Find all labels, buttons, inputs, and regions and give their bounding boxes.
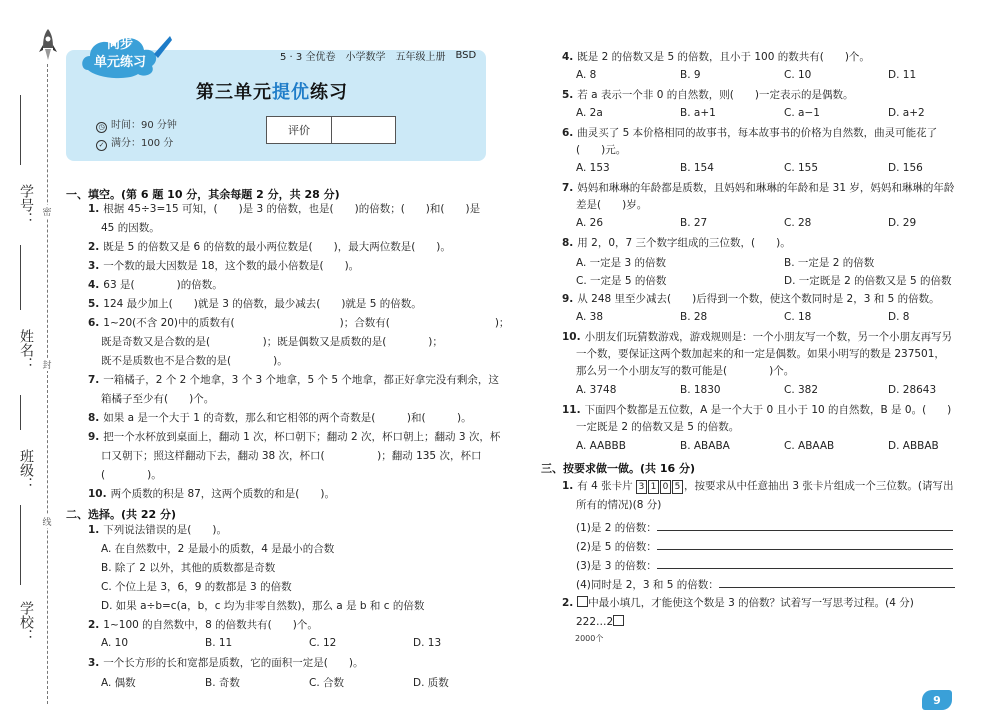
class-label: 班级： [18, 449, 34, 491]
choice-q4-a[interactable]: A. 8 [576, 69, 597, 81]
task-q2-expression: 222…2 [576, 615, 624, 629]
choice-q1-a[interactable]: A. 在自然数中，2 是最小的质数，4 是最小的合数 [101, 543, 335, 555]
binding-dashed-line [47, 64, 48, 704]
choice-q8: 8. 用 2，0，7 三个数字组成的三位数，( )。 [562, 237, 791, 249]
choice-q3-options [101, 675, 481, 689]
choice-q8-options-1 [576, 255, 956, 269]
choice-q7-a[interactable]: A. 26 [576, 217, 604, 229]
choice-q3-a[interactable]: A. 偶数 [101, 677, 136, 689]
fill-q6-line3: 既不是质数也不是合数的是( )。 [101, 355, 288, 367]
fill-q5: 5. 124 最少加上( )就是 3 的倍数，最少减去( )就是 5 的倍数。 [88, 298, 422, 310]
choice-q10-a[interactable]: A. 3748 [576, 384, 617, 396]
choice-q9: 9. 从 248 里至少减去( )后得到一个数，使这个数同时是 2，3 和 5 的倍数。 [562, 293, 940, 305]
choice-q11-b[interactable]: B. ABABA [680, 440, 730, 452]
name-line [20, 245, 21, 310]
task-q2: 2. 中最小填几，才能使这个数是 3 的倍数？试着写一写思考过程。(4 分) [562, 597, 914, 609]
fill-q6-line2: 既是奇数又是合数的是( )；既是偶数又是质数的是( )； [101, 336, 443, 348]
choice-q11-a[interactable]: A. AABBB [576, 440, 626, 452]
seal-feng: 封 [41, 358, 53, 371]
choice-q6-d[interactable]: D. 156 [888, 162, 923, 174]
fill-q7: 7. 一箱橘子，2 个 2 个地拿，3 个 3 个地拿，5 个 5 个地拿，都正好拿完没有剩余，这 [88, 374, 499, 386]
choice-q7-line2: 差是( )岁。 [576, 199, 648, 211]
task-q1: 1. 有 4 张卡片 3 1 0 5 ，按要求从中任意抽出 3 张卡片组成一个三位数。(请写出 [562, 480, 954, 492]
choice-q4-d[interactable]: D. 11 [888, 69, 917, 81]
task-q1-3: (3)是 3 的倍数： [576, 557, 953, 573]
choice-q1: 1. 下列说法错误的是( )。 [88, 524, 227, 536]
unit-title [196, 78, 348, 104]
fill-q2: 2. 既是 5 的倍数又是 6 的倍数的最小两位数是( )，最大两位数是( )。 [88, 241, 451, 253]
fill-q1-line2: 45 的因数。 [101, 222, 160, 234]
choice-q8-options-2 [576, 273, 956, 287]
choice-q3: 3. 一个长方形的长和宽都是质数，它的面积一定是( )。 [88, 657, 364, 669]
choice-q5-b[interactable]: B. a+1 [680, 107, 716, 119]
choice-q3-d[interactable]: D. 质数 [413, 677, 449, 689]
section-2-title: 二、选择。(共 22 分) [66, 508, 177, 521]
choice-q2-options [101, 637, 481, 651]
seal-mi: 密 [41, 205, 53, 218]
clock-icon: ◷ [96, 122, 107, 133]
choice-q2-c[interactable]: C. 12 [309, 637, 337, 649]
choice-q7-c[interactable]: C. 28 [784, 217, 812, 229]
choice-q7: 7. 妈妈和琳琳的年龄都是质数，且妈妈和琳琳的年龄和是 31 岁，妈妈和琳琳的年龄 [562, 182, 955, 194]
badge-line-1: 同步 [106, 37, 133, 52]
choice-q1-b[interactable]: B. 除了 2 以外，其他的质数都是奇数 [101, 562, 276, 574]
choice-q7-d[interactable]: D. 29 [888, 217, 917, 229]
page-number: 9 [922, 690, 952, 710]
choice-q5-options [576, 107, 956, 121]
choice-q1-c[interactable]: C. 个位上是 3，6，9 的数都是 3 的倍数 [101, 581, 292, 593]
answer-line-4[interactable] [719, 576, 955, 588]
choice-q6-a[interactable]: A. 153 [576, 162, 610, 174]
choice-q5: 5. 若 a 表示一个非 0 的自然数，则( )一定表示的是偶数。 [562, 89, 854, 101]
choice-q9-options [576, 311, 956, 325]
choice-q6-b[interactable]: B. 154 [680, 162, 714, 174]
card-1: 1 [648, 480, 659, 494]
section-1-title: 一、填空。(第 6 题 10 分，其余每题 2 分，共 28 分) [66, 188, 340, 201]
task-q1-1: (1)是 2 的倍数： [576, 519, 953, 535]
choice-q9-c[interactable]: C. 18 [784, 311, 812, 323]
choice-q7-b[interactable]: B. 27 [680, 217, 708, 229]
task-q1-line2: 所有的情况)(8 分) [576, 499, 662, 511]
answer-line-2[interactable] [657, 538, 953, 550]
choice-q4-options [576, 69, 956, 83]
choice-q11-line2: 一定既是 2 的倍数又是 5 的倍数。 [576, 421, 740, 433]
choice-q2-d[interactable]: D. 13 [413, 637, 442, 649]
series-strip [280, 46, 486, 64]
edition: BSD [455, 49, 477, 61]
fill-q8: 8. 如果 a 是一个大于 1 的奇数，那么和它相邻的两个奇数是( )和( )。 [88, 412, 472, 424]
class-line [20, 395, 21, 430]
choice-q1-d[interactable]: D. 如果 a÷b=c(a，b，c 均为非零自然数)，那么 a 是 b 和 c 的倍数 [101, 600, 425, 612]
score-info [96, 134, 173, 151]
blank-digit-box[interactable] [613, 615, 624, 626]
choice-q6: 6. 曲灵买了 5 本价格相同的故事书，每本故事书的价格为自然数，曲灵可能花了 [562, 127, 938, 139]
fill-q3: 3. 一个数的最大因数是 18，这个数的最小倍数是( )。 [88, 260, 360, 272]
choice-q6-line2: ( )元。 [576, 144, 627, 156]
answer-line-3[interactable] [657, 557, 953, 569]
choice-q10-line2: 一个数，要保证这两个数加起来的和一定是偶数。如果小明写的数是 237501， [576, 348, 945, 360]
fill-q9-line3: ( )。 [101, 469, 162, 481]
card-5: 5 [672, 480, 683, 494]
choice-q11-d[interactable]: D. ABBAB [888, 440, 939, 452]
choice-q10-d[interactable]: D. 28643 [888, 384, 937, 396]
choice-q8-a[interactable]: A. 一定是 3 的倍数 [576, 257, 667, 269]
school-line [20, 505, 21, 585]
series-name: 5 · 3 全优卷 [280, 51, 336, 63]
choice-q11-options [576, 440, 956, 454]
fill-q9: 9. 把一个水杯放到桌面上，翻动 1 次，杯口朝下；翻动 2 次，杯口朝上；翻动 3 次，杯 [88, 431, 501, 443]
choice-q8-d[interactable]: D. 一定既是 2 的倍数又是 5 的倍数 [784, 275, 952, 287]
choice-q2-b[interactable]: B. 11 [205, 637, 233, 649]
score-text: 满分：100 分 [111, 138, 174, 149]
choice-q10-options [576, 384, 956, 398]
choice-q9-d[interactable]: D. 8 [888, 311, 910, 323]
title-highlight: 提优 [272, 82, 310, 103]
rating-label: 评价 [267, 117, 332, 143]
choice-q2: 2. 1~100 的自然数中，8 的倍数共有( )个。 [88, 619, 318, 631]
choice-q6-options [576, 162, 956, 176]
rating-field[interactable] [332, 117, 395, 143]
task-q1-2: (2)是 5 的倍数： [576, 538, 953, 554]
title-pre: 第三单元 [196, 82, 272, 103]
grade: 五年级上册 [395, 51, 446, 63]
choice-q10-b[interactable]: B. 1830 [680, 384, 721, 396]
digit-count-label: 2000个 [575, 634, 604, 643]
fill-q1: 1. 根据 45÷3=15 可知，( )是 3 的倍数，也是( )的倍数；( )和( )是 [88, 203, 481, 215]
rating-box [266, 116, 396, 144]
answer-line-1[interactable] [657, 519, 953, 531]
blank-box-icon [577, 596, 588, 607]
choice-q5-a[interactable]: A. 2a [576, 107, 603, 119]
check-icon: ✓ [96, 140, 107, 151]
choice-q4-b[interactable]: B. 9 [680, 69, 701, 81]
fill-q10: 10. 两个质数的积是 87，这两个质数的和是( )。 [88, 488, 335, 500]
choice-q7-options [576, 217, 956, 231]
name-label: 姓名： [18, 329, 34, 371]
choice-q5-c[interactable]: C. a−1 [784, 107, 820, 119]
binding-margin [0, 0, 60, 727]
choice-q3-c[interactable]: C. 合数 [309, 677, 345, 689]
card-3: 3 [636, 480, 647, 494]
fill-q9-line2: 口又朝下；照这样翻动下去，翻动 38 次，杯口( )；翻动 135 次，杯口 [101, 450, 482, 462]
choice-q10: 10. 小朋友们玩猜数游戏，游戏规则是：一个小朋友写一个数，另一个小朋友再写另 [562, 331, 953, 343]
choice-q9-b[interactable]: B. 28 [680, 311, 708, 323]
choice-q3-b[interactable]: B. 奇数 [205, 677, 240, 689]
fill-q6: 6. 1~20(不含 20)中的质数有( )；合数有( )； [88, 317, 510, 329]
student-id-line [20, 95, 21, 165]
card-0: 0 [660, 480, 671, 494]
choice-q10-c[interactable]: C. 382 [784, 384, 819, 396]
fill-q7-line2: 箱橘子至少有( )个。 [101, 393, 215, 405]
subject: 小学数学 [345, 51, 386, 63]
choice-q11: 11. 下面四个数都是五位数，A 是一个大于 0 且小于 10 的自然数，B 是 0。( ) [562, 404, 952, 416]
badge [80, 30, 176, 82]
choice-q11-c[interactable]: C. ABAAB [784, 440, 835, 452]
time-text: 时间：90 分钟 [111, 120, 177, 131]
choice-q4-c[interactable]: C. 10 [784, 69, 812, 81]
badge-line-2: 单元练习 [93, 55, 146, 70]
rocket-icon [38, 28, 58, 62]
choice-q2-a[interactable]: A. 10 [101, 637, 129, 649]
seal-xian: 线 [41, 515, 53, 528]
choice-q8-c[interactable]: C. 一定是 5 的倍数 [576, 275, 667, 287]
school-label: 学校： [18, 601, 34, 643]
fill-q4: 4. 63 是( )的倍数。 [88, 279, 223, 291]
student-id-label: 学号： [18, 184, 34, 226]
time-info [96, 116, 177, 133]
choice-q9-a[interactable]: A. 38 [576, 311, 604, 323]
section-3-title: 三、按要求做一做。(共 16 分) [541, 462, 696, 475]
choice-q8-b[interactable]: B. 一定是 2 的倍数 [784, 257, 875, 269]
choice-q6-c[interactable]: C. 155 [784, 162, 819, 174]
choice-q4: 4. 既是 2 的倍数又是 5 的倍数，且小于 100 的数共有( )个。 [562, 51, 870, 63]
choice-q10-line3: 那么另一个小朋友写的数可能是( )个。 [576, 365, 795, 377]
task-q1-4: (4)同时是 2，3 和 5 的倍数： [576, 576, 955, 592]
title-post: 练习 [310, 82, 348, 103]
choice-q5-d[interactable]: D. a+2 [888, 107, 925, 119]
